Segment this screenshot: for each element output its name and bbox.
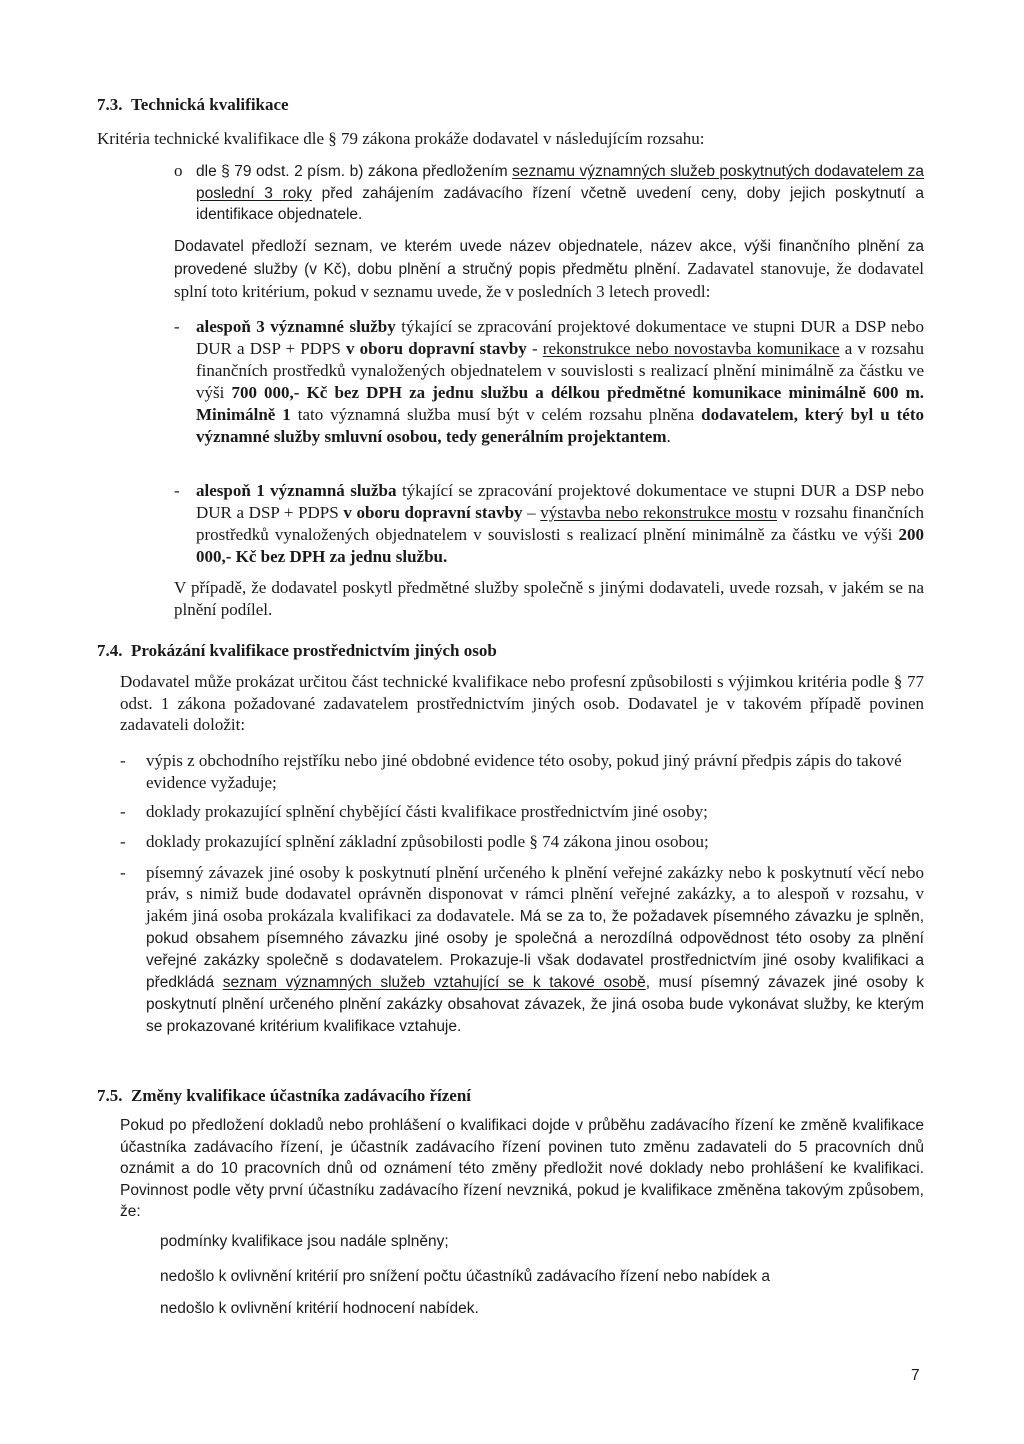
requirement-doc-basic-competence: doklady prokazující splnění základní způsobilosti podle § 74 zákona jinou osobou; (146, 832, 709, 851)
section-heading-7-5 (97, 1085, 471, 1107)
section-title: Technická kvalifikace (131, 95, 289, 114)
bullet-marker: o (174, 161, 183, 180)
list-dash: - (120, 832, 126, 851)
list-dash: - (174, 481, 180, 500)
section-number: 7.4. (97, 641, 123, 660)
list-dash: - (120, 863, 126, 882)
requirement-written-commitment: písemný závazek jiné osoby k poskytnutí plnění určeného k plnění veřejné zakázky nebo k poskytnutí věcí nebo práv, s nimiž bude dodavatel oprávněn disponovat v rámci plnění veřejné zakázky, a to alespoň v rozsahu, v jakém jiná osoba prokázala kvalifikaci za dodavatele. Má se za to, že požadavek písemného závazku je splněn, pokud obsahem písemného závazku jiné osoby je společná a nerozdílná odpovědnost této osoby za plnění veřejné zakázky společně s dodavatelem. Prokazuje-li však dodavatel prostřednictvím jiné osoby kvalifikaci a předkládá seznam významných služeb vztahující se k takové osobě, musí písemný závazek jiné osoby k poskytnutí plnění určeného plnění zakázky obsahovat závazek, že jiná osoba bude vykonávat služby, ke kterým se prokazované kritérium kvalifikace vztahuje. (146, 863, 925, 1036)
section-number: 7.5. (97, 1086, 123, 1105)
bullet-item-reference-list: dle § 79 odst. 2 písm. b) zákona předložením seznamu významných služeb poskytnutých dodavatelem za poslední 3 roky před zahájením zadávacího řízení včetně uvedení ceny, doby jejich poskytnutí a identifikace objednatele. (196, 163, 924, 223)
section-title: Prokázání kvalifikace prostřednictvím jiných osob (131, 641, 497, 660)
requirement-item-bridges: alespoň 1 významná služba týkající se zpracování projektové dokumentace ve stupni DUR a DSP nebo DUR a DSP + PDPS v oboru dopravní stavby – výstavba nebo rekonstrukce mostu v rozsahu finančních prostředků vynaložených objednatelem v souvislosti s realizací plnění minimálně za částku ve výši 200 000,- Kč bez DPH za jednu službu. (196, 481, 924, 566)
requirement-doc-registry: výpis z obchodního rejstříku nebo jiné obdobné evidence této osoby, pokud jiný právní předpis zápis do takové evidence vyžaduje; (146, 751, 902, 792)
section-heading-7-4 (97, 640, 497, 662)
change-qualification-paragraph: Pokud po předložení dokladů nebo prohlášení o kvalifikaci dojde v průběhu zadávacího řízení ke změně kvalifikace účastníka zadávacího řízení, je účastník zadávacího řízení povinen tuto změnu zadavateli do 5 pracovních dnů oznámit a do 10 pracovních dnů od oznámení této změny předložit nové doklady nebo prohlášení ke kvalifikaci. Povinnost podle věty první účastníku zadávacího řízení nevzniká, pokud je kvalifikace změněna takovým způsobem, že: (120, 1117, 924, 1220)
condition-item: nedošlo k ovlivnění kritérií hodnocení nabídek. (160, 1300, 479, 1317)
list-dash: - (174, 317, 180, 336)
list-dash: - (120, 751, 126, 770)
section-number: 7.3. (97, 95, 123, 114)
condition-item: nedošlo k ovlivnění kritérií pro snížení počtu účastníků zadávacího řízení nebo nabídek a (160, 1268, 771, 1285)
condition-item: podmínky kvalifikace jsou nadále splněny; (160, 1233, 449, 1250)
section-heading-7-3 (97, 94, 289, 116)
list-dash: - (120, 802, 126, 821)
requirement-item-roads: alespoň 3 významné služby týkající se zpracování projektové dokumentace ve stupni DUR a DSP nebo DUR a DSP + PDPS v oboru dopravní stavby - rekonstrukce nebo novostavba komunikace a v rozsahu finančních prostředků vynaložených objednatelem v souvislosti s realizací plnění minimálně za částku ve výši 700 000,- Kč bez DPH za jednu službu a délkou předmětné komunikace minimálně 600 m. Minimálně 1 tato významná služba musí být v celém rozsahu plněna dodavatelem, který byl u této významné služby smluvní osobou, tedy generálním projektantem. (196, 317, 925, 446)
section-intro: Kritéria technické kvalifikace dle § 79 zákona prokáže dodavatel v následujícím rozsahu: (97, 129, 705, 148)
page-number: 7 (911, 1367, 920, 1384)
other-persons-intro: Dodavatel může prokázat určitou část technické kvalifikace nebo profesní způsobilosti s výjimkou kritéria podle § 77 odst. 1 zákona požadované zadavatelem prostřednictvím jiných osob. Dodavatel je v takovém případě povinen zadavateli doložit: (120, 672, 924, 734)
requirement-doc-missing-part: doklady prokazující splnění chybějící části kvalifikace prostřednictvím jiné osoby; (146, 802, 708, 821)
supplier-list-paragraph: Dodavatel předloží seznam, ve kterém uvede název objednatele, název akce, výši finančního plnění za provedené služby (v Kč), dobu plnění a stručný popis předmětu plnění. Zadavatel stanovuje, že dodavatel splní toto kritérium, pokud v seznamu uvede, že v posledních 3 letech provedl: (174, 238, 924, 301)
reference-list-emphasis: seznamu významných služeb poskytnutých dodavatelem za poslední 3 roky (196, 163, 924, 202)
joint-supply-paragraph: V případě, že dodavatel poskytl předmětné služby společně s jinými dodavateli, uvede rozsah, v jakém se na plnění podílel. (174, 578, 924, 619)
section-title: Změny kvalifikace účastníka zadávacího řízení (131, 1086, 471, 1105)
